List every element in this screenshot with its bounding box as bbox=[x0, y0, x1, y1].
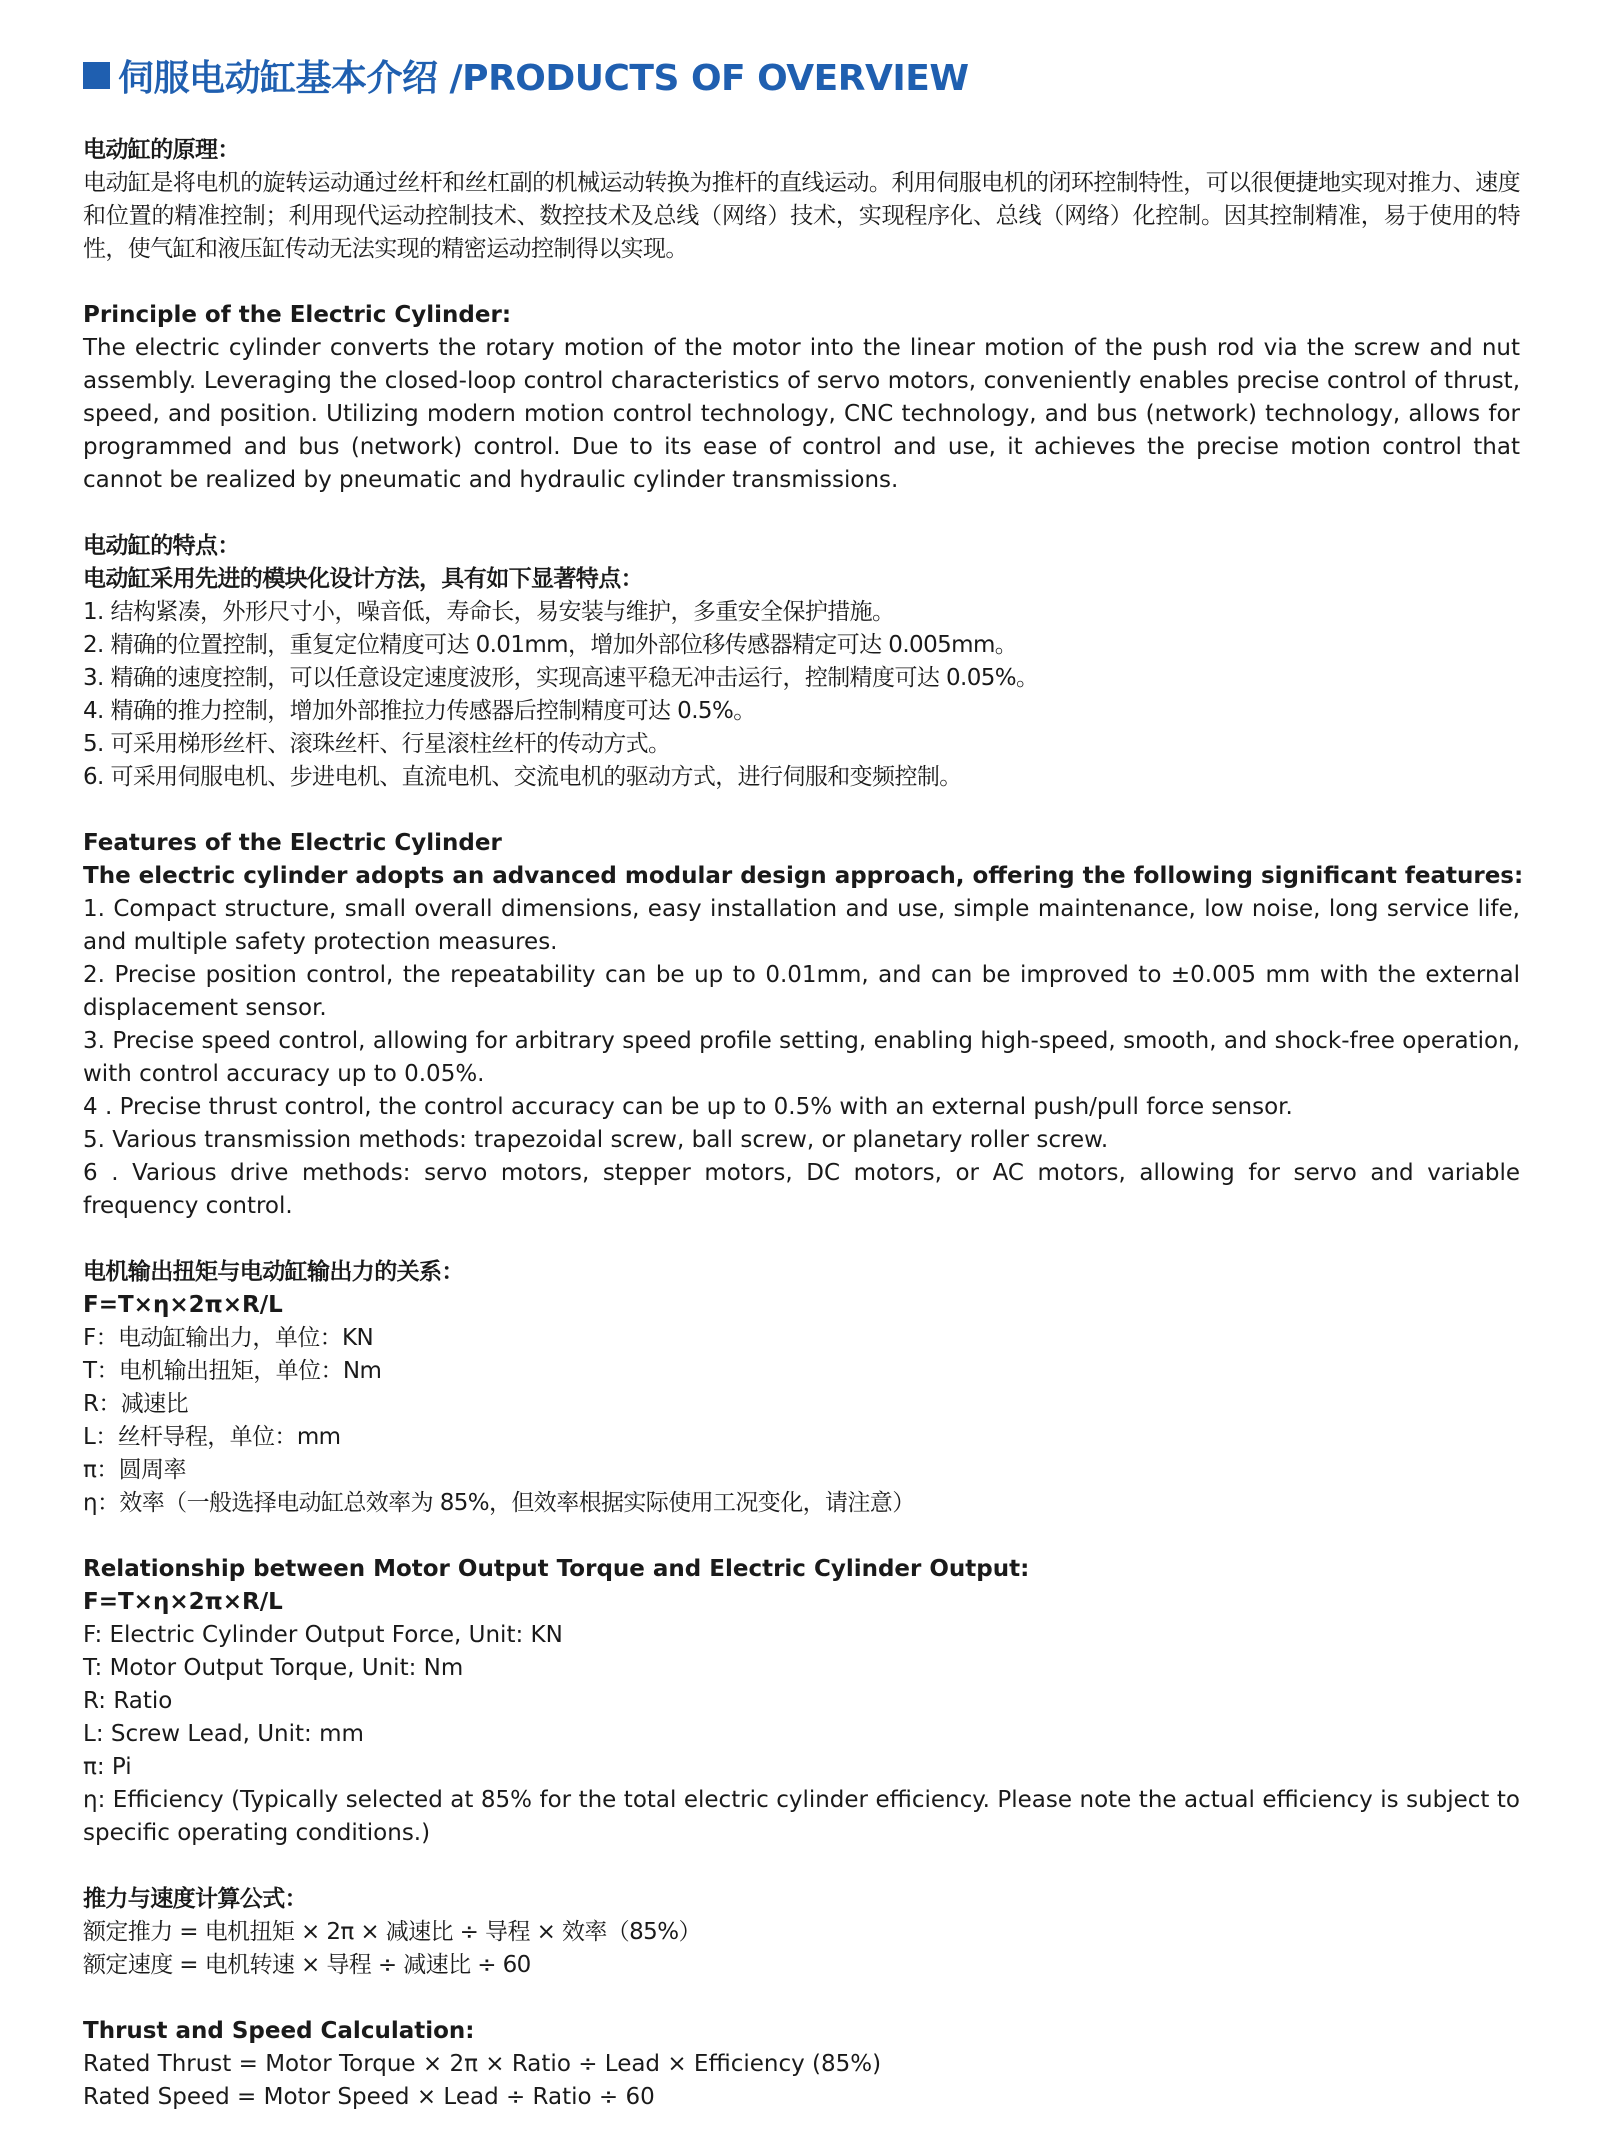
relation-en-item: R: Ratio bbox=[83, 1688, 173, 1714]
calc-en-item: Rated Thrust = Motor Torque × 2π × Ratio ÷ Lead × Efficiency (85%) bbox=[83, 2051, 882, 2077]
relation-cn-heading: 电机输出扭矩与电动缸输出力的关系： bbox=[83, 1259, 464, 1285]
principle-en-heading: Principle of the Electric Cylinder: bbox=[83, 302, 512, 328]
features-en-item: 3. Precise speed control, allowing for arbitrary speed profile setting, enabling high-speed, smooth, and shock-free operation, with control accuracy up to 0.05%. bbox=[83, 1028, 1520, 1087]
principle-en-text: The electric cylinder converts the rotary motion of the motor into the linear motion of the push rod via the screw and nut assembly. Leveraging the closed-loop control characteristics of servo motors, conveniently enables precise control of thrust, speed, and position. Utilizing modern motion control technology, CNC technology, and bus (network) technology, allows for programmed and bus (network) control. Due to its ease of control and use, it achieves the precise motion control that cannot be realized by pneumatic and hydraulic cylinder transmissions. bbox=[83, 335, 1520, 493]
relation-cn-formula: F=T×η×2π×R/L bbox=[83, 1292, 283, 1318]
document-page bbox=[83, 50, 1524, 2147]
relation-cn-item: R：减速比 bbox=[83, 1391, 188, 1417]
relation-cn-item: T：电机输出扭矩，单位：Nm bbox=[83, 1358, 382, 1384]
relation-en-item: T: Motor Output Torque, Unit: Nm bbox=[83, 1655, 464, 1681]
relation-cn-item: L：丝杆导程，单位：mm bbox=[83, 1424, 341, 1450]
section-principle-cn bbox=[83, 134, 1520, 266]
relation-en-formula: F=T×η×2π×R/L bbox=[83, 1589, 283, 1615]
section-calc-en bbox=[83, 2015, 1520, 2114]
features-en-item: 1. Compact structure, small overall dimensions, easy installation and use, simple maintenance, low noise, long service life, and multiple safety protection measures. bbox=[83, 896, 1520, 955]
relation-en-item: π: Pi bbox=[83, 1754, 132, 1780]
principle-cn-text: 电动缸是将电机的旋转运动通过丝杆和丝杠副的机械运动转换为推杆的直线运动。利用伺服电机的闭环控制特性，可以很便捷地实现对推力、速度和位置的精准控制；利用现代运动控制技术、数控技术及总线（网络）技术，实现程序化、总线（网络）化控制。因其控制精准，易于使用的特性，使气缸和液压缸传动无法实现的精密运动控制得以实现。 bbox=[83, 170, 1520, 262]
section-relation-cn bbox=[83, 1256, 1520, 1520]
page-title bbox=[83, 50, 1520, 100]
calc-cn-item: 额定推力 = 电机扭矩 × 2π × 减速比 ÷ 导程 × 效率（85%） bbox=[83, 1919, 701, 1945]
features-en-item: 4 . Precise thrust control, the control accuracy can be up to 0.5% with an external push/pull force sensor. bbox=[83, 1094, 1293, 1120]
relation-cn-item: F：电动缸输出力，单位：KN bbox=[83, 1325, 374, 1351]
features-cn-subheading: 电动缸采用先进的模块化设计方法，具有如下显著特点： bbox=[83, 566, 644, 592]
features-en-subheading: The electric cylinder adopts an advanced modular design approach, offering the following significant features: bbox=[83, 863, 1524, 889]
calc-en-item: Rated Speed = Motor Speed × Lead ÷ Ratio ÷ 60 bbox=[83, 2084, 655, 2110]
page-title-text: 伺服电动缸基本介绍 /PRODUCTS OF OVERVIEW bbox=[118, 57, 969, 99]
relation-cn-item: π：圆周率 bbox=[83, 1457, 186, 1483]
principle-cn-heading: 电动缸的原理： bbox=[83, 137, 240, 163]
calc-cn-item: 额定速度 = 电机转速 × 导程 ÷ 减速比 ÷ 60 bbox=[83, 1952, 531, 1978]
features-en-item: 5. Various transmission methods: trapezoidal screw, ball screw, or planetary roller screw. bbox=[83, 1127, 1109, 1153]
section-relation-en bbox=[83, 1553, 1520, 1850]
calc-cn-heading: 推力与速度计算公式： bbox=[83, 1886, 308, 1912]
features-en-item: 6 . Various drive methods: servo motors, stepper motors, DC motors, or AC motors, allowing for servo and variable frequency control. bbox=[83, 1160, 1520, 1219]
features-en-heading: Features of the Electric Cylinder bbox=[83, 830, 502, 856]
features-cn-item: 3. 精确的速度控制，可以任意设定速度波形，实现高速平稳无冲击运行，控制精度可达 0.05%。 bbox=[83, 665, 1039, 691]
title-square-icon bbox=[83, 62, 110, 89]
section-calc-cn bbox=[83, 1883, 1520, 1982]
section-features-en bbox=[83, 827, 1524, 1223]
section-principle-en bbox=[83, 299, 1520, 497]
features-cn-item: 4. 精确的推力控制，增加外部推拉力传感器后控制精度可达 0.5%。 bbox=[83, 698, 756, 724]
features-cn-item: 1. 结构紧凑，外形尺寸小，噪音低，寿命长，易安装与维护，多重安全保护措施。 bbox=[83, 599, 895, 625]
relation-en-item: F: Electric Cylinder Output Force, Unit: KN bbox=[83, 1622, 563, 1648]
section-features-cn bbox=[83, 530, 1520, 794]
features-cn-item: 2. 精确的位置控制，重复定位精度可达 0.01mm，增加外部位移传感器精定可达 0.005mm。 bbox=[83, 632, 1018, 658]
calc-en-heading: Thrust and Speed Calculation: bbox=[83, 2018, 475, 2044]
features-cn-item: 5. 可采用梯形丝杆、滚珠丝杆、行星滚柱丝杆的传动方式。 bbox=[83, 731, 671, 757]
relation-en-heading: Relationship between Motor Output Torque and Electric Cylinder Output: bbox=[83, 1556, 1030, 1582]
features-cn-item: 6. 可采用伺服电机、步进电机、直流电机、交流电机的驱动方式，进行伺服和变频控制。 bbox=[83, 764, 962, 790]
features-cn-heading: 电动缸的特点： bbox=[83, 533, 240, 559]
relation-en-item: L: Screw Lead, Unit: mm bbox=[83, 1721, 364, 1747]
relation-en-efficiency: η: Efficiency (Typically selected at 85% for the total electric cylinder efficiency. Please note the actual efficiency is subject to specific operating conditions.) bbox=[83, 1787, 1520, 1846]
features-en-item: 2. Precise position control, the repeatability can be up to 0.01mm, and can be improved to ±0.005 mm with the external displacement sensor. bbox=[83, 962, 1520, 1021]
relation-cn-item: η：效率（一般选择电动缸总效率为 85%，但效率根据实际使用工况变化，请注意） bbox=[83, 1490, 915, 1516]
